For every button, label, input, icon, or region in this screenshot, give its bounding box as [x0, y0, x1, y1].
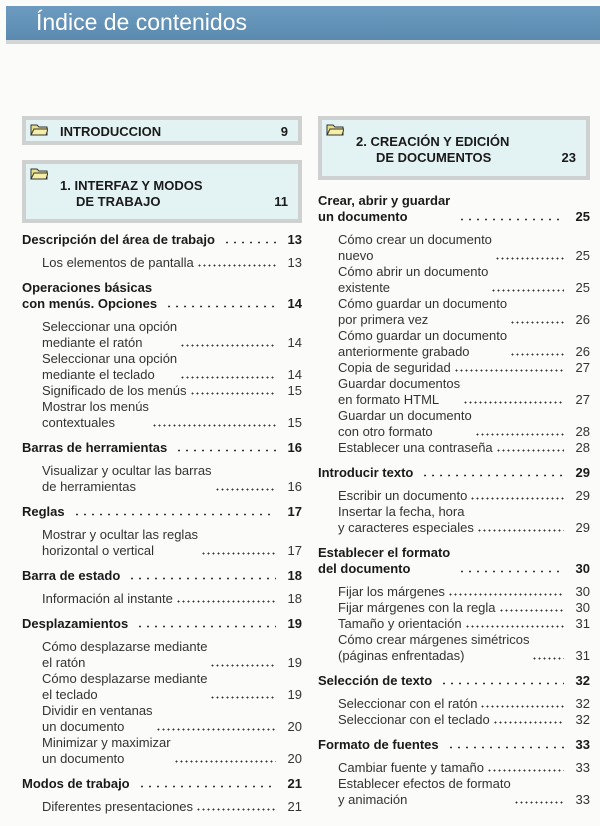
entry-title: [338, 712, 490, 728]
entry-title-line: Introducir texto: [318, 465, 414, 480]
entry-title: [338, 696, 477, 712]
entry-title: [338, 440, 493, 456]
toc-subentry[interactable]: [318, 712, 590, 728]
toc-subentry[interactable]: [22, 735, 302, 767]
entry-title-line: Desplazamientos: [22, 616, 129, 631]
entry-page-number: 25: [575, 280, 590, 295]
entry-title: [42, 527, 198, 559]
entry-page-number: 32: [575, 712, 590, 727]
dot-leader: [174, 760, 276, 763]
page-title: Índice de contenidos: [36, 9, 247, 35]
entry-title-line: en formato HTML: [338, 392, 440, 407]
entry-title-line: un documento: [42, 751, 125, 766]
entry-page-number: 17: [287, 543, 302, 558]
dot-leader: [165, 305, 276, 308]
dot-leader: [470, 497, 564, 500]
toc-subentry[interactable]: [22, 799, 302, 815]
dot-leader: [487, 769, 564, 772]
entry-page-number: 18: [287, 591, 302, 606]
folder-icon: [30, 167, 48, 180]
entry-title: [42, 399, 149, 431]
entry-title: [318, 465, 413, 481]
entry-title: [318, 737, 439, 753]
entry-page-number: 29: [575, 488, 590, 503]
entry-title: [338, 328, 507, 360]
entry-title: [42, 383, 187, 399]
dot-leader: [190, 392, 276, 395]
entry-title: [338, 360, 451, 376]
entry-title-line: Operaciones básicas: [22, 280, 153, 295]
dot-leader: [197, 264, 276, 267]
entry-title-line: Mostrar los menús: [42, 399, 149, 414]
entry-title: [42, 319, 177, 351]
entry-page-number: 27: [575, 360, 590, 375]
entry-page-number: 26: [575, 344, 590, 359]
entry-title-line: el ratón: [42, 655, 86, 670]
entry-page-number: 30: [575, 584, 590, 599]
toc-section-entry[interactable]: [22, 568, 302, 584]
dot-leader: [180, 344, 276, 347]
entry-page-number: 33: [575, 737, 590, 752]
right-entry-list: [318, 193, 590, 808]
entry-page-number: 21: [287, 776, 302, 791]
dot-leader: [454, 369, 564, 372]
toc-section-entry[interactable]: [318, 193, 590, 225]
toc-subentry[interactable]: [318, 440, 590, 456]
entry-page-number: 14: [287, 296, 302, 311]
entry-page-number: 30: [575, 561, 590, 576]
toc-subentry[interactable]: [22, 703, 302, 735]
entry-title: [338, 600, 496, 616]
entry-title: [318, 545, 450, 577]
entry-page-number: 16: [287, 440, 302, 455]
entry-title: [338, 584, 445, 600]
entry-title-line: Cómo guardar un documento: [338, 328, 508, 343]
toc-subentry[interactable]: [318, 600, 590, 616]
header-bar: [6, 6, 600, 44]
dot-leader: [510, 353, 564, 356]
dot-leader: [463, 401, 564, 404]
dot-leader: [73, 513, 276, 516]
entry-page-number: 31: [575, 648, 590, 663]
entry-title: [338, 376, 460, 408]
dot-leader: [480, 705, 564, 708]
entry-title: [22, 232, 215, 248]
dot-leader: [496, 449, 564, 452]
entry-title-line: anteriormente grabado: [338, 344, 470, 359]
entry-title: [338, 264, 488, 296]
toc-subentry[interactable]: [22, 671, 302, 703]
chapter-1-page: 11: [274, 194, 288, 209]
entry-page-number: 30: [575, 600, 590, 615]
dot-leader: [201, 552, 276, 555]
toc-subentry[interactable]: [22, 383, 302, 399]
entry-page-number: 17: [287, 504, 302, 519]
intro-page: 9: [280, 124, 288, 139]
dot-leader: [128, 577, 276, 580]
right-column: [318, 116, 590, 808]
entry-title-line: Cómo desplazarse mediante: [42, 671, 208, 686]
entry-title: [22, 568, 120, 584]
toc-subentry[interactable]: [318, 616, 590, 632]
folder-icon: [326, 123, 344, 136]
toc-subentry[interactable]: [318, 360, 590, 376]
dot-leader: [493, 721, 564, 724]
entry-title-line: de herramientas: [42, 479, 136, 494]
toc-subentry[interactable]: [318, 232, 590, 264]
entry-title-line: Dividir en ventanas: [42, 703, 153, 718]
dot-leader: [215, 488, 276, 491]
entry-title-line: Guardar un documento: [338, 408, 472, 423]
chapter-2-line-2: DE DOCUMENTOS: [376, 150, 492, 165]
dot-leader: [440, 682, 564, 685]
entry-title-line: y animación: [338, 792, 408, 807]
entry-title-line: Fijar los márgenes: [338, 584, 445, 599]
entry-page-number: 16: [287, 479, 302, 494]
toc-section-entry[interactable]: [318, 673, 590, 689]
chapter-2-line-1: 2. CREACIÓN Y EDICIÓN: [356, 134, 510, 149]
toc-subentry[interactable]: [22, 319, 302, 351]
entry-title-line: Insertar la fecha, hora: [338, 504, 465, 519]
entry-title: [338, 760, 484, 776]
toc-subentry[interactable]: [22, 527, 302, 559]
entry-page-number: 20: [287, 751, 302, 766]
entry-page-number: 15: [287, 383, 302, 398]
entry-page-number: 25: [575, 209, 590, 224]
toc-section-entry[interactable]: [22, 616, 302, 632]
dot-leader: [514, 801, 564, 804]
dot-leader: [458, 218, 564, 221]
entry-title: [42, 591, 173, 607]
entry-title-line: Cómo abrir un documento: [338, 264, 489, 279]
chapter-2-page: 23: [561, 150, 576, 165]
dot-leader: [510, 321, 564, 324]
toc-subentry[interactable]: [22, 591, 302, 607]
entry-page-number: 26: [575, 312, 590, 327]
entry-title-line: Minimizar y maximizar: [42, 735, 171, 750]
entry-title-line: un documento: [42, 719, 125, 734]
entry-page-number: 29: [575, 465, 590, 480]
toc-section-entry[interactable]: [22, 280, 302, 312]
entry-title-line: Seleccionar con el teclado: [338, 712, 490, 727]
entry-page-number: 19: [287, 655, 302, 670]
entry-title-line: nuevo: [338, 248, 374, 263]
entry-title-line: horizontal o vertical: [42, 543, 154, 558]
entry-title-line: Barra de estado: [22, 568, 121, 583]
folder-icon: [30, 123, 48, 136]
dot-leader: [499, 609, 564, 612]
toc-subentry[interactable]: [318, 504, 590, 536]
entry-page-number: 25: [575, 248, 590, 263]
entry-page-number: 18: [287, 568, 302, 583]
entry-title-line: Guardar documentos: [338, 376, 461, 391]
entry-title: [338, 616, 462, 632]
entry-title: [338, 776, 511, 808]
entry-page-number: 19: [287, 687, 302, 702]
entry-title: [22, 776, 130, 792]
entry-title: [318, 673, 432, 689]
chapter-2-box: [318, 116, 590, 180]
entry-title: [338, 296, 507, 328]
entry-title: [42, 351, 177, 383]
entry-title-line: (páginas enfrentadas): [338, 648, 465, 663]
toc-subentry[interactable]: [318, 328, 590, 360]
entry-page-number: 27: [575, 392, 590, 407]
entry-title-line: Visualizar y ocultar las barras: [42, 463, 212, 478]
entry-title-line: Selección de texto: [318, 673, 433, 688]
entry-title-line: mediante el teclado: [42, 367, 155, 382]
entry-page-number: 14: [287, 335, 302, 350]
dot-leader: [465, 625, 564, 628]
toc-subentry[interactable]: [318, 632, 590, 664]
toc-subentry[interactable]: [318, 296, 590, 328]
entry-page-number: 13: [287, 255, 302, 270]
entry-title-line: con menús. Opciones: [22, 296, 158, 311]
entry-title-line: Crear, abrir y guardar: [318, 193, 451, 208]
toc-subentry[interactable]: [318, 776, 590, 808]
entry-title: [22, 280, 157, 312]
entry-title: [318, 193, 450, 225]
toc-subentry[interactable]: [318, 760, 590, 776]
entry-title-line: Cómo desplazarse mediante: [42, 639, 208, 654]
entry-page-number: 28: [575, 424, 590, 439]
entry-title-line: existente: [338, 280, 391, 295]
dot-leader: [532, 657, 564, 660]
entry-title-line: Mostrar y ocultar las reglas: [42, 527, 199, 542]
toc-subentry[interactable]: [318, 584, 590, 600]
dot-leader: [156, 728, 276, 731]
entry-title-line: Significado de los menús: [42, 383, 187, 398]
entry-page-number: 32: [575, 673, 590, 688]
entry-title-line: con otro formato: [338, 424, 433, 439]
entry-title-line: Tamaño y orientación: [338, 616, 462, 631]
entry-title-line: Diferentes presentaciones: [42, 799, 194, 814]
dot-leader: [175, 449, 276, 452]
dot-leader: [196, 808, 276, 811]
entry-title-line: contextuales: [42, 415, 115, 430]
toc-section-entry[interactable]: [318, 737, 590, 753]
entry-title: [22, 440, 167, 456]
entry-page-number: 31: [575, 616, 590, 631]
entry-page-number: 33: [575, 792, 590, 807]
entry-title-line: Modos de trabajo: [22, 776, 130, 791]
entry-title-line: Reglas: [22, 504, 65, 519]
toc-section-entry[interactable]: [22, 232, 302, 248]
entry-title-line: Establecer el formato: [318, 545, 451, 560]
toc-section-entry[interactable]: [22, 776, 302, 792]
dot-leader: [210, 664, 276, 667]
entry-title: [22, 616, 128, 632]
entry-page-number: 33: [575, 760, 590, 775]
entry-page-number: 32: [575, 696, 590, 711]
toc-subentry[interactable]: [22, 639, 302, 671]
dot-leader: [136, 625, 276, 628]
intro-title: INTRODUCCION: [60, 124, 162, 139]
entry-page-number: 28: [575, 440, 590, 455]
entry-title: [42, 735, 171, 767]
entry-title-line: un documento: [318, 209, 408, 224]
chapter-1-box: [22, 160, 302, 223]
entry-title-line: por primera vez: [338, 312, 429, 327]
entry-title: [42, 703, 153, 735]
toc-section-entry[interactable]: [318, 465, 590, 481]
dot-leader: [180, 376, 276, 379]
entry-title-line: y caracteres especiales: [338, 520, 474, 535]
entry-title: [338, 488, 467, 504]
dot-leader: [477, 529, 564, 532]
entry-title-line: del documento: [318, 561, 411, 576]
entry-title-line: Seleccionar una opción: [42, 351, 178, 366]
toc-subentry[interactable]: [318, 696, 590, 712]
dot-leader: [491, 289, 564, 292]
toc-section-entry[interactable]: [22, 440, 302, 456]
entry-title-line: Cómo crear márgenes simétricos: [338, 632, 530, 647]
dot-leader: [138, 785, 276, 788]
entry-title-line: Cambiar fuente y tamaño: [338, 760, 484, 775]
toc-subentry[interactable]: [22, 255, 302, 271]
entry-title-line: Escribir un documento: [338, 488, 468, 503]
entry-title-line: Formato de fuentes: [318, 737, 439, 752]
entry-title-line: Seleccionar una opción: [42, 319, 178, 334]
toc-subentry[interactable]: [22, 463, 302, 495]
dot-leader: [448, 593, 564, 596]
dot-leader: [152, 424, 276, 427]
entry-page-number: 19: [287, 616, 302, 631]
dot-leader: [458, 570, 564, 573]
toc-subentry[interactable]: [318, 376, 590, 408]
entry-title: [42, 799, 193, 815]
entry-page-number: 13: [287, 232, 302, 247]
dot-leader: [223, 241, 276, 244]
entry-title-line: Información al instante: [42, 591, 173, 606]
toc-subentry[interactable]: [22, 351, 302, 383]
toc-section-entry[interactable]: [318, 545, 590, 577]
entry-page-number: 15: [287, 415, 302, 430]
toc-subentry[interactable]: [318, 264, 590, 296]
entry-page-number: 14: [287, 367, 302, 382]
entry-title-line: Cómo guardar un documento: [338, 296, 508, 311]
entry-title: [42, 255, 194, 271]
entry-title-line: Seleccionar con el ratón: [338, 696, 478, 711]
left-column: [22, 116, 302, 815]
entry-title-line: Establecer una contraseña: [338, 440, 493, 455]
entry-page-number: 21: [287, 799, 302, 814]
dot-leader: [475, 433, 564, 436]
toc-subentry[interactable]: [318, 488, 590, 504]
entry-page-number: 29: [575, 520, 590, 535]
dot-leader: [495, 257, 564, 260]
toc-subentry[interactable]: [318, 408, 590, 440]
toc-subentry[interactable]: [22, 399, 302, 431]
left-entry-list: [22, 232, 302, 815]
entry-title-line: Cómo crear un documento: [338, 232, 492, 247]
intro-box: [22, 116, 302, 145]
chapter-1-line-1: 1. INTERFAZ Y MODOS: [60, 178, 203, 193]
entry-title: [338, 232, 492, 264]
dot-leader: [447, 746, 564, 749]
entry-title-line: Barras de herramientas: [22, 440, 168, 455]
entry-title: [42, 639, 207, 671]
entry-title: [22, 504, 65, 520]
dot-leader: [176, 600, 276, 603]
entry-title: [338, 504, 474, 536]
dot-leader: [421, 474, 564, 477]
entry-title-line: mediante el ratón: [42, 335, 143, 350]
entry-title: [42, 463, 212, 495]
entry-page-number: 20: [287, 719, 302, 734]
entry-title-line: Establecer efectos de formato: [338, 776, 511, 791]
entry-title: [42, 671, 207, 703]
entry-title: [338, 632, 529, 664]
toc-section-entry[interactable]: [22, 504, 302, 520]
entry-title: [338, 408, 472, 440]
entry-title-line: Descripción del área de trabajo: [22, 232, 215, 247]
entry-title-line: Los elementos de pantalla: [42, 255, 194, 270]
entry-title-line: Fijar márgenes con la regla: [338, 600, 496, 615]
dot-leader: [210, 696, 276, 699]
chapter-1-line-2: DE TRABAJO: [76, 194, 161, 209]
entry-title-line: Copia de seguridad: [338, 360, 451, 375]
entry-title-line: el teclado: [42, 687, 98, 702]
